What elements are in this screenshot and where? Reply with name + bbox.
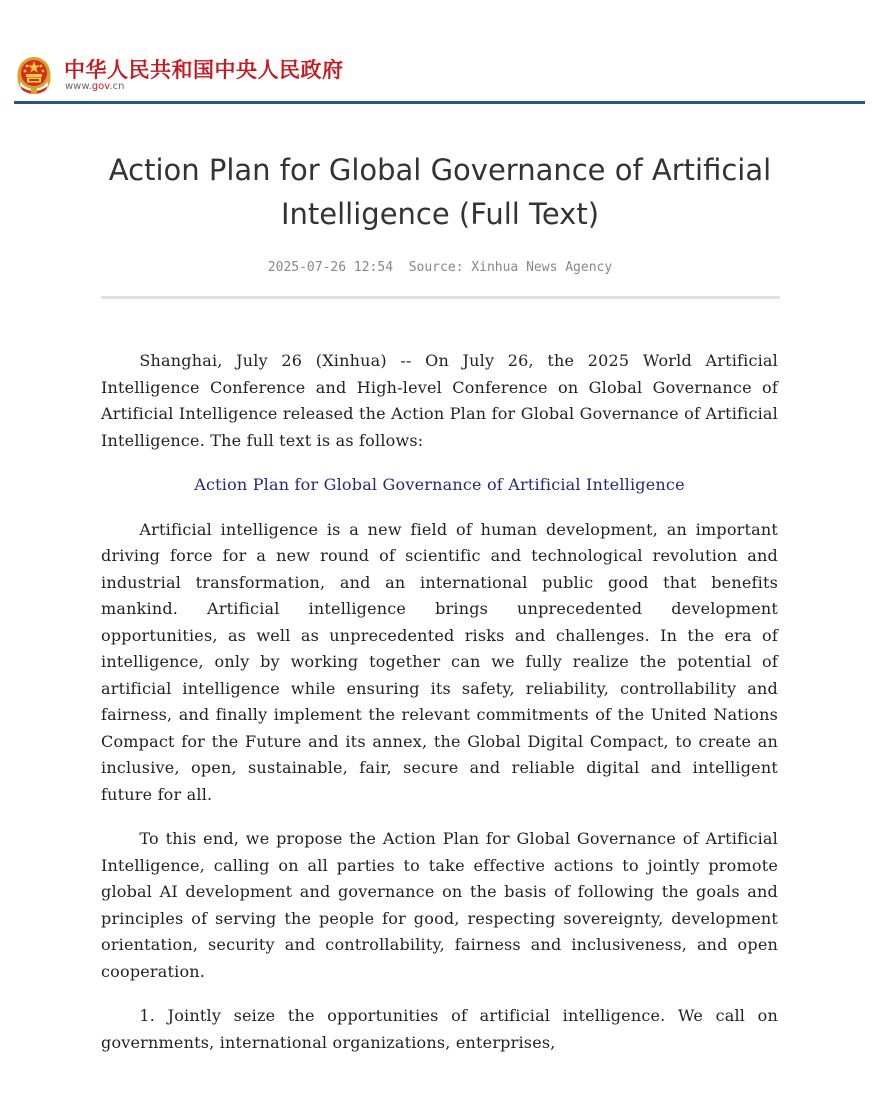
article-date: 2025-07-26 12:54 [267, 260, 394, 275]
site-url-prefix: www. [65, 81, 92, 92]
article-subheading: Action Plan for Global Governance of Artificial Intelligence [194, 475, 685, 494]
site-name[interactable]: 中华人民共和国中央人民政府 [64, 58, 344, 82]
article-paragraph: To this end, we propose the Action Plan for Global Governance of Artificial Intelligence, calling on all parties to take effective actions to jointly promote global AI development and governance on the basis of following the goals and principles of serving the people for good, respecting sovereignty, development orientation, security and controllability, fairness and inclusiveness, and open cooperation. [101, 829, 778, 981]
article-title: Action Plan for Global Governance of Artificial Intelligence (Full Text) [108, 153, 772, 231]
article-paragraph: 1. Jointly seize the opportunities of artificial intelligence. We call on governments, international organizations, enterprises, [101, 1006, 778, 1052]
article-paragraph: Shanghai, July 26 (Xinhua) -- On July 26, the 2025 World Artificial Intelligence Conference and High-level Conference on Global Governance of Artificial Intelligence released the Action Plan for Global Governance of Artificial Intelligence. The full text is as follows: [101, 351, 778, 450]
meta-divider [101, 296, 780, 299]
site-url-suffix: .cn [109, 81, 125, 92]
article-paragraph: Artificial intelligence is a new field of human development, an important driving force for a new round of scientific and technological revolution and industrial transformation, and an international public good that benefits mankind. Artificial intelligence brings unprecedented development opportunities, as well as unprecedented risks and challenges. In the era of intelligence, only by working together can we fully realize the potential of artificial intelligence while ensuring its safety, reliability, controllability and fairness, and finally implement the relevant commitments of the United Nations Compact for the Future and its annex, the Global Digital Compact, to create an inclusive, open, sustainable, fair, secure and reliable digital and intelligent future for all. [101, 519, 778, 804]
national-emblem-icon[interactable] [14, 52, 54, 96]
site-url-gov: gov [91, 81, 110, 92]
article-meta [100, 260, 780, 275]
site-header [14, 50, 865, 106]
site-url[interactable] [65, 81, 124, 92]
article-body [101, 348, 778, 1074]
header-divider [14, 101, 865, 104]
article-source: Source: Xinhua News Agency [408, 260, 613, 275]
